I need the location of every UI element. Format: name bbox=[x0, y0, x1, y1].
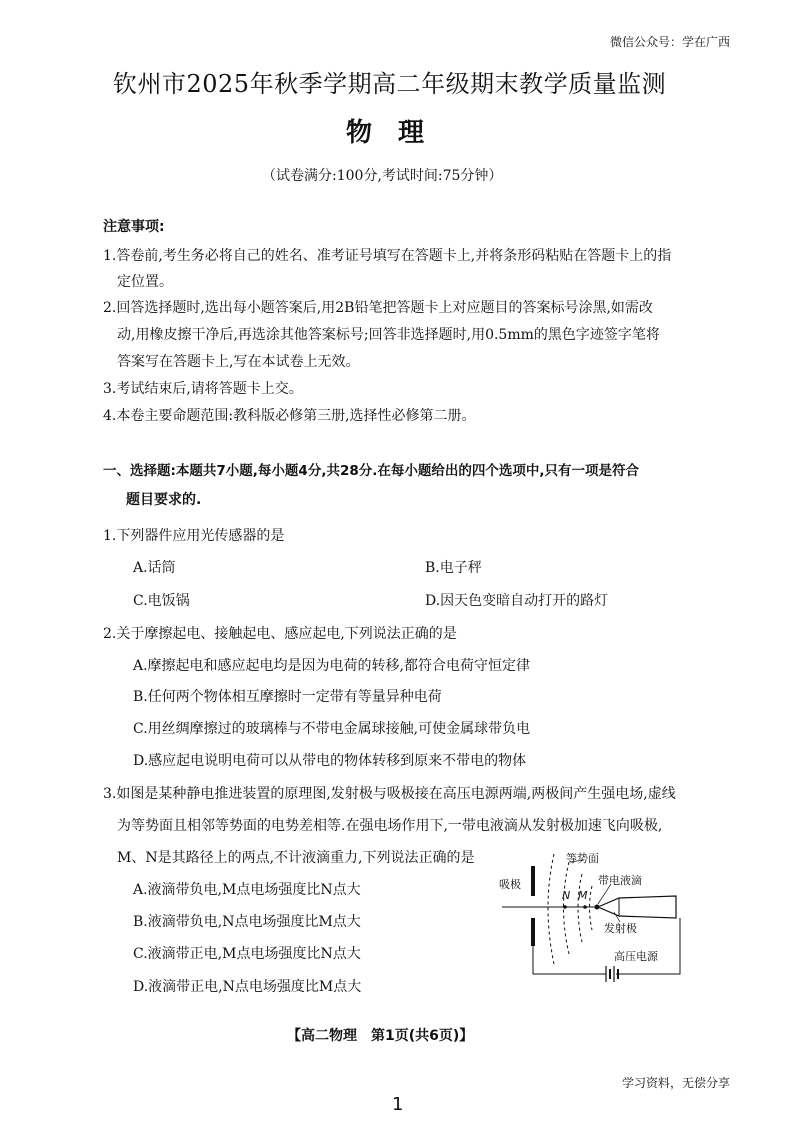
exam-info: （试卷满分:100分,考试时间:75分钟） bbox=[262, 168, 503, 184]
q3-option-a: A.液滴带负电,M点电场强度比N点大 bbox=[133, 882, 361, 898]
q3-stem-line-3: M、N是其路径上的两点,不计液滴重力,下列说法正确的是 bbox=[117, 850, 475, 866]
q2-option-a: A.摩擦起电和感应起电均是因为电荷的转移,都符合电荷守恒定律 bbox=[133, 658, 531, 674]
q3-option-c: C.液滴带正电,M点电场强度比N点大 bbox=[133, 946, 361, 962]
notice-line-7: 4.本卷主要命题范围:教科版必修第三册,选择性必修第二册。 bbox=[103, 408, 476, 424]
notice-line-2: 定位置。 bbox=[117, 274, 173, 290]
label-m: M bbox=[578, 889, 588, 902]
watermark-bottom: 学习资料，无偿分享 bbox=[622, 1076, 731, 1090]
q2-option-d: D.感应起电说明电荷可以从带电的物体转移到原来不带电的物体 bbox=[133, 753, 527, 769]
notice-line-3: 2.回答选择题时,选出每小题答案后,用2B铅笔把答题卡上对应题目的答案标号涂黑,如需改 bbox=[103, 300, 653, 316]
page-number: 1 bbox=[392, 1094, 404, 1115]
page-footer-label: 【高二物理 第1页(共6页)】 bbox=[287, 1028, 474, 1044]
absorber-plate-top bbox=[531, 866, 535, 896]
q2-stem: 2.关于摩擦起电、接触起电、感应起电,下列说法正确的是 bbox=[103, 626, 457, 642]
section-heading-line-1: 一、选择题:本题共7小题,每小题4分,共28分.在每小题给出的四个选项中,只有一项是符合 bbox=[103, 463, 639, 479]
q3-stem-line-1: 3.如图是某种静电推进装置的原理图,发射极与吸极接在高压电源两端,两极间产生强电场,虚线 bbox=[103, 786, 676, 802]
label-equipotential: 等势面 bbox=[566, 852, 599, 865]
point-m bbox=[583, 905, 587, 909]
q1-option-d: D.因天色变暗自动打开的路灯 bbox=[425, 593, 609, 609]
absorber-plate-bottom bbox=[531, 918, 535, 946]
label-n: N bbox=[562, 889, 571, 902]
q1-option-a: A.话筒 bbox=[133, 560, 176, 576]
label-source: 高压电源 bbox=[614, 950, 658, 963]
point-n bbox=[563, 905, 567, 909]
circuit-wire-left bbox=[533, 946, 606, 974]
notice-line-5: 答案写在答题卡上,写在本试卷上无效。 bbox=[117, 354, 360, 370]
notice-line-4: 动,用橡皮擦干净后,再选涂其他答案标号;回答非选择题时,用0.5mm的黑色字迹签字笔将 bbox=[117, 327, 660, 343]
q3-option-d: D.液滴带正电,N点电场强度比M点大 bbox=[133, 979, 362, 995]
q2-option-c: C.用丝绸摩擦过的玻璃棒与不带电金属球接触,可使金属球带负电 bbox=[133, 721, 531, 737]
equipotential-curve-1 bbox=[548, 854, 554, 964]
label-absorber: 吸极 bbox=[499, 878, 521, 891]
q2-option-b: B.任何两个物体相互摩擦时一定带有等量异种电荷 bbox=[133, 689, 442, 705]
notice-heading: 注意事项: bbox=[103, 219, 165, 235]
exam-title: 钦州市2025年秋季学期高二年级期末教学质量监测 bbox=[113, 70, 667, 98]
equipotential-curve-4 bbox=[590, 886, 593, 930]
q1-stem: 1.下列器件应用光传感器的是 bbox=[103, 528, 285, 544]
q3-option-b: B.液滴带负电,N点电场强度比M点大 bbox=[133, 914, 361, 930]
section-heading-line-2: 题目要求的. bbox=[126, 492, 202, 508]
watermark-top: 微信公众号：学在广西 bbox=[610, 35, 731, 49]
equipotential-curve-3 bbox=[578, 874, 582, 942]
subject-title: 物理 bbox=[346, 118, 451, 148]
notice-line-6: 3.考试结束后,请将答题卡上交。 bbox=[103, 381, 303, 397]
notice-line-1: 1.答卷前,考生务必将自己的姓名、准考证号填写在答题卡上,并将条形码粘贴在答题卡上的指 bbox=[103, 248, 672, 264]
label-droplet: 带电液滴 bbox=[598, 874, 642, 887]
q3-figure bbox=[494, 846, 694, 991]
label-emitter: 发射极 bbox=[604, 922, 637, 935]
q1-option-c: C.电饭锅 bbox=[133, 593, 190, 609]
q3-stem-line-2: 为等势面且相邻等势面的电势差相等.在强电场作用下,一带电液滴从发射极加速飞向吸极, bbox=[117, 818, 663, 834]
q1-option-b: B.电子秤 bbox=[425, 560, 482, 576]
emitter-nozzle bbox=[598, 896, 676, 918]
